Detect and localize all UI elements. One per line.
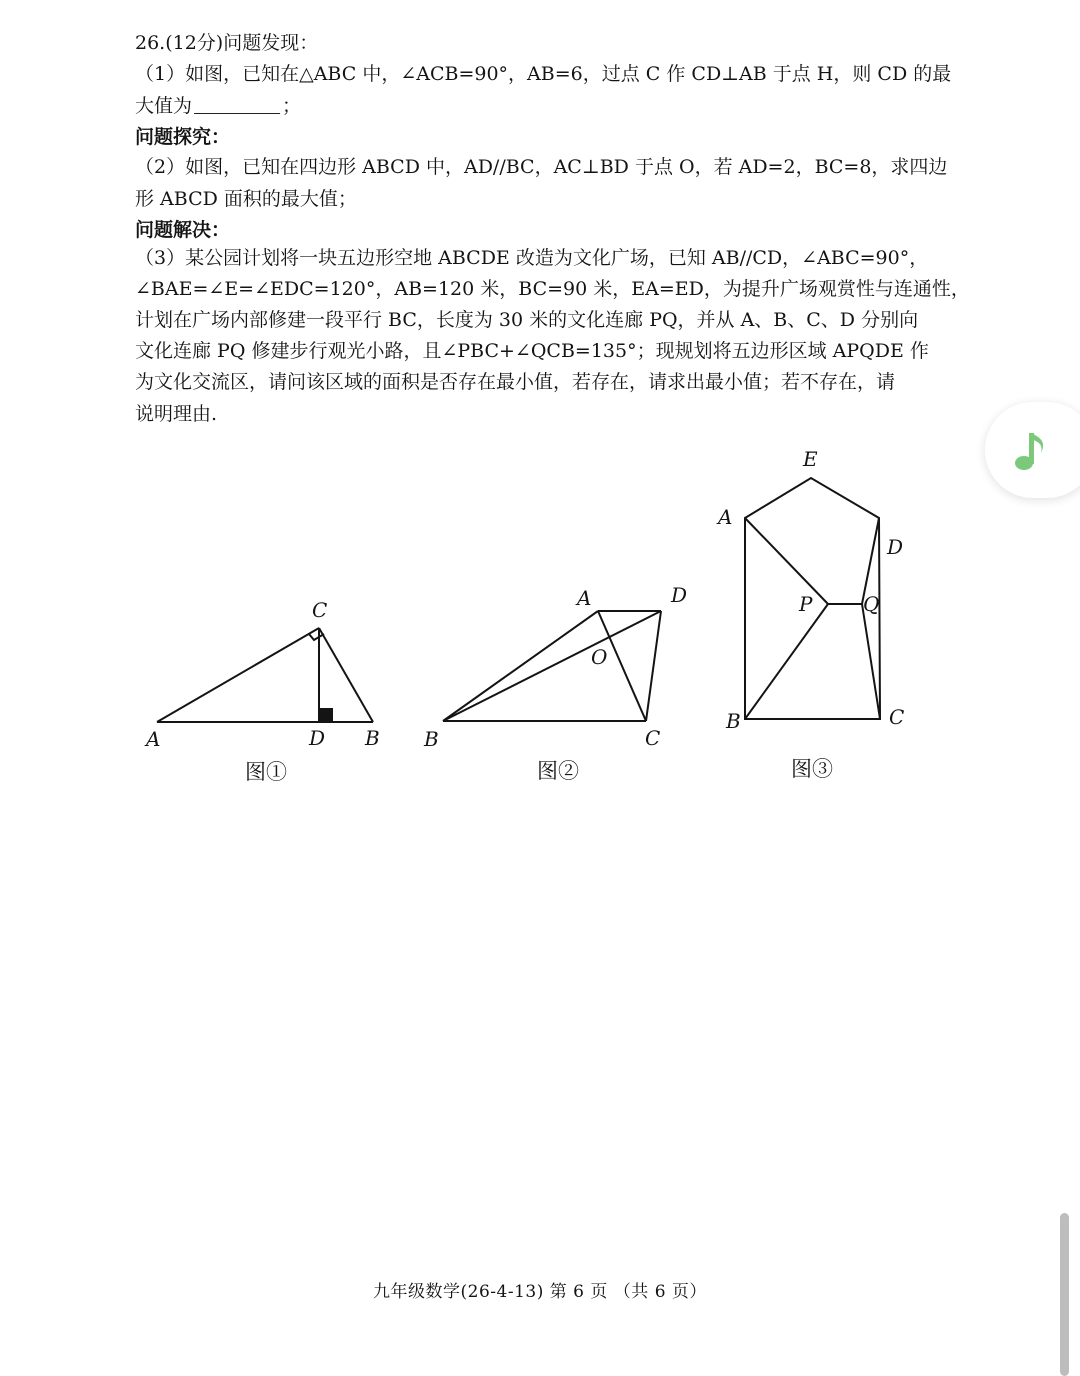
problem-header: 26.(12分)问题发现： xyxy=(135,32,319,54)
fig3-label-b: B xyxy=(726,709,741,733)
fig2-label-o: O xyxy=(591,645,608,669)
fig1-label-c: C xyxy=(312,598,328,622)
q1-answer-prefix: 大值为 xyxy=(135,95,193,117)
music-note-icon xyxy=(1009,427,1059,477)
fig3-caption: 图③ xyxy=(791,757,833,781)
fig2-label-c: C xyxy=(645,726,661,750)
page-footer: 九年级数学(26-4-13) 第 6 页 （共 6 页） xyxy=(373,1282,707,1302)
q3-line3: 计划在广场内部修建一段平行 BC，长度为 30 米的文化连廊 PQ，并从 A、B、C、D 分别向 xyxy=(135,309,919,331)
section-title-explore: 问题探究： xyxy=(135,126,231,148)
fig2-label-b: B xyxy=(424,727,439,751)
q3-line2: ∠BAE=∠E=∠EDC=120°，AB=120 米，BC=90 米，EA=ED，为提升广场观赏性与连通性， xyxy=(135,278,970,300)
section-title-solve: 问题解决： xyxy=(135,219,231,241)
fig1-label-b: B xyxy=(365,726,380,750)
q2-line1: （2）如图，已知在四边形 ABCD 中，AD//BC，AC⊥BD 于点 O，若 AD=2，BC=8，求四边 xyxy=(135,156,948,178)
q2-line2: 形 ABCD 面积的最大值； xyxy=(135,188,357,210)
fig3-path-ap xyxy=(745,518,828,604)
fig3-path-cq xyxy=(862,604,880,719)
q3-line4: 文化连廊 PQ 修建步行观光小路，且∠PBC+∠QCB=135°；现规划将五边形区域 APQDE 作 xyxy=(135,340,929,362)
fig1-label-a: A xyxy=(146,727,161,751)
fig1-label-d: D xyxy=(309,726,326,750)
fig3-label-d: D xyxy=(887,535,904,559)
fig3-pentagon xyxy=(745,478,880,719)
q3-line1: （3）某公园计划将一块五边形空地 ABCDE 改造为文化广场，已知 AB//CD，∠ABC=90°， xyxy=(135,247,929,269)
fig3-label-c: C xyxy=(889,705,905,729)
fig2-caption: 图② xyxy=(537,759,579,783)
fig3-label-p: P xyxy=(799,592,813,616)
figure-3-lines xyxy=(745,478,880,719)
fig3-label-e: E xyxy=(803,447,818,471)
fig1-caption: 图① xyxy=(245,760,287,784)
fig3-label-q: Q xyxy=(863,592,880,616)
fig3-path-bp xyxy=(745,604,828,719)
scrollbar-thumb[interactable] xyxy=(1060,1213,1069,1376)
fig2-label-a: A xyxy=(577,586,592,610)
fig3-label-a: A xyxy=(718,505,733,529)
q1-line1: （1）如图，已知在△ABC 中，∠ACB=90°，AB=6，过点 C 作 CD⊥AB 于点 H，则 CD 的最 xyxy=(135,63,952,85)
q1-answer-suffix: ； xyxy=(282,95,302,117)
q3-line6: 说明理由. xyxy=(135,403,218,425)
music-floating-button[interactable] xyxy=(985,402,1080,498)
fig2-label-d: D xyxy=(671,583,688,607)
q3-line5: 为文化交流区，请问该区域的面积是否存在最小值，若存在，请求出最小值；若不存在，请 xyxy=(135,371,896,393)
